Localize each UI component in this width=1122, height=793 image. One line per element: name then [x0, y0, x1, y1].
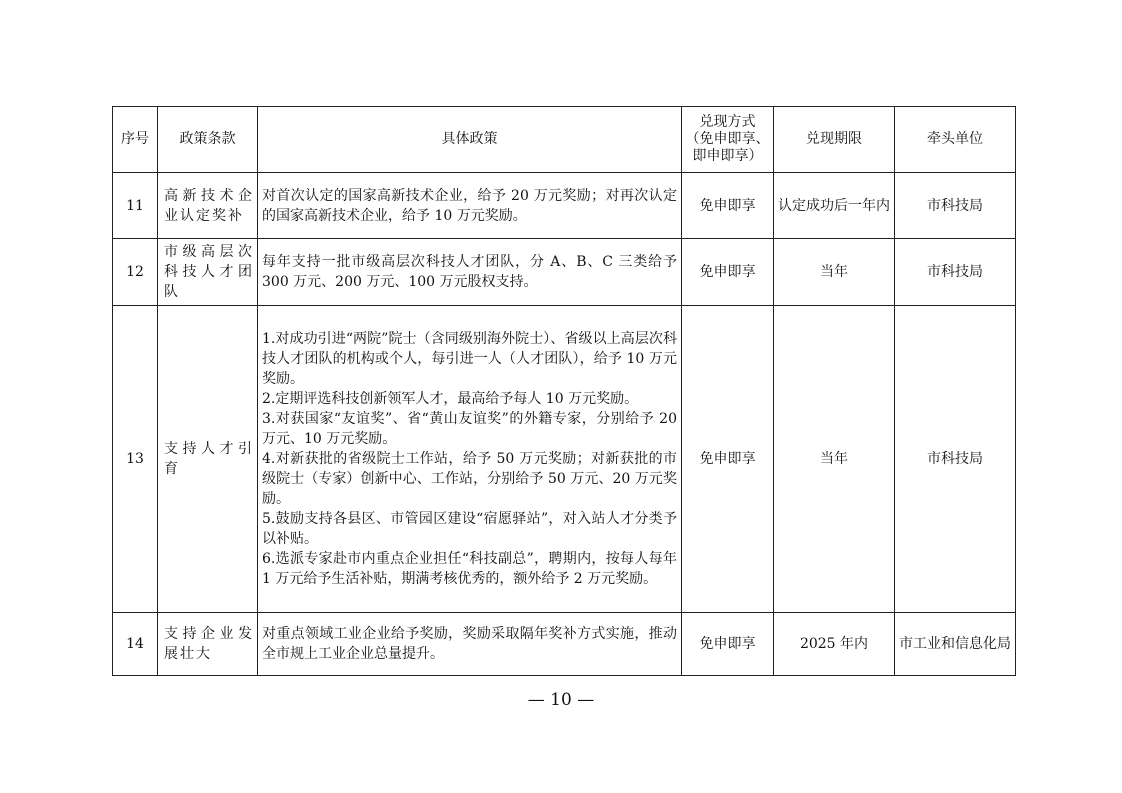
table-header-row — [113, 107, 1016, 173]
header-detail: 具体政策 — [258, 107, 682, 173]
policy-detail-item: 2.定期评选科技创新领军人才，最高给予每人 10 万元奖励。 — [262, 391, 639, 407]
row-number: 14 — [113, 613, 158, 676]
policy-clause: 支持企业发展壮大 — [158, 613, 258, 676]
lead-unit: 市科技局 — [895, 306, 1016, 613]
header-unit: 牵头单位 — [895, 107, 1016, 173]
policy-clause: 市级高层次科技人才团队 — [158, 239, 258, 306]
row-number: 12 — [113, 239, 158, 306]
policy-clause: 高新技术企业认定奖补 — [158, 173, 258, 239]
table-row — [113, 306, 1016, 613]
policy-detail-item: 对重点领域工业企业给予奖励，奖励采取隔年奖补方式实施，推动全市规上工业企业总量提升。 — [262, 626, 677, 662]
table-row — [113, 239, 1016, 306]
policy-table — [112, 106, 1016, 676]
header-method-line: （免申即享、 — [685, 131, 770, 147]
policy-detail — [258, 613, 682, 676]
policy-detail-item: 6.选派专家赴市内重点企业担任“科技副总”，聘期内，按每人每年 1 万元给予生活补贴，期满考核优秀的，额外给予 2 万元奖励。 — [262, 551, 677, 587]
redemption-method: 免申即享 — [682, 613, 774, 676]
header-no: 序号 — [113, 107, 158, 173]
header-method — [682, 107, 774, 173]
table-row — [113, 613, 1016, 676]
page-number: — 10 — — [527, 690, 595, 710]
redemption-method: 免申即享 — [682, 306, 774, 613]
lead-unit: 市科技局 — [895, 239, 1016, 306]
policy-detail-item: 1.对成功引进“两院”院士（含同级别海外院士）、省级以上高层次科技人才团队的机构或个人，每引进一人（人才团队），给予 10 万元奖励。 — [262, 331, 677, 387]
lead-unit: 市科技局 — [895, 173, 1016, 239]
redemption-period: 当年 — [774, 239, 895, 306]
header-method-line: 兑现方式 — [699, 114, 756, 130]
row-number: 11 — [113, 173, 158, 239]
policy-detail-item: 4.对新获批的省级院士工作站，给予 50 万元奖励；对新获批的市级院士（专家）创新中心、工作站，分别给予 50 万元、20 万元奖励。 — [262, 451, 677, 507]
policy-detail — [258, 306, 682, 613]
policy-clause: 支持人才引育 — [158, 306, 258, 613]
header-clause: 政策条款 — [158, 107, 258, 173]
policy-detail — [258, 239, 682, 306]
row-number: 13 — [113, 306, 158, 613]
redemption-period: 认定成功后一年内 — [774, 173, 895, 239]
redemption-method: 免申即享 — [682, 173, 774, 239]
table-row — [113, 173, 1016, 239]
header-method-line: 即申即享） — [692, 148, 763, 164]
policy-detail-item: 每年支持一批市级高层次科技人才团队，分 A、B、C 三类给予 300 万元、200 万元、100 万元股权支持。 — [262, 254, 677, 290]
policy-detail-item: 5.鼓励支持各县区、市管园区建设“宿愿驿站”，对入站人才分类予以补贴。 — [262, 511, 677, 547]
redemption-method: 免申即享 — [682, 239, 774, 306]
header-period: 兑现期限 — [774, 107, 895, 173]
redemption-period: 当年 — [774, 306, 895, 613]
policy-detail-item: 3.对获国家“友谊奖”、省“黄山友谊奖”的外籍专家，分别给予 20 万元、10 万元奖励。 — [262, 411, 677, 447]
policy-detail-item: 对首次认定的国家高新技术企业，给予 20 万元奖励；对再次认定的国家高新技术企业，给予 10 万元奖励。 — [262, 187, 677, 224]
lead-unit: 市工业和信息化局 — [895, 613, 1016, 676]
policy-detail — [258, 173, 682, 239]
redemption-period: 2025 年内 — [774, 613, 895, 676]
